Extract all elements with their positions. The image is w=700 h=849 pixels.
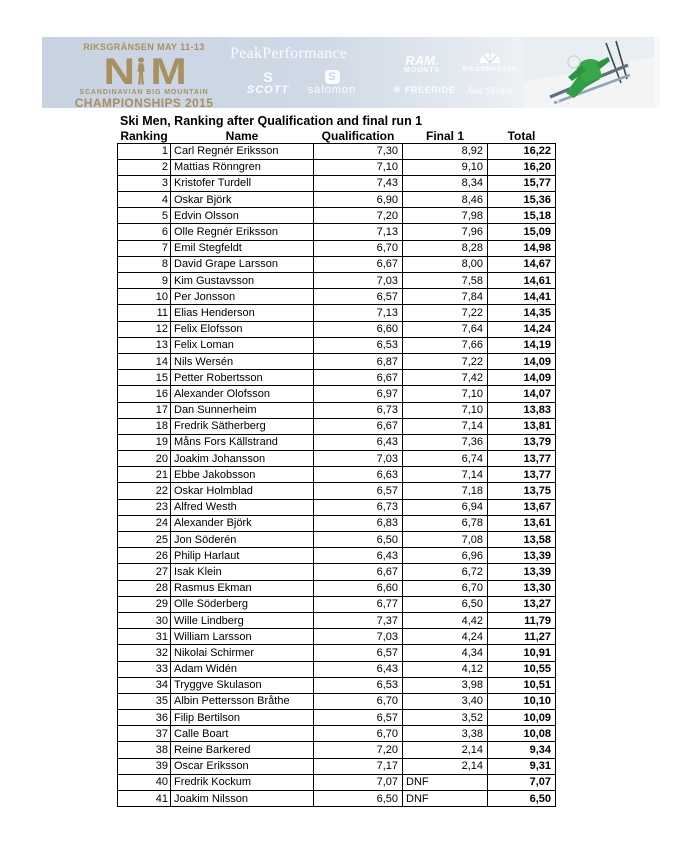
- final-cell: 6,74: [403, 451, 488, 467]
- final-cell: 6,94: [403, 499, 488, 515]
- total-cell: 13,58: [488, 532, 556, 548]
- total-cell: 16,22: [488, 143, 556, 159]
- final-cell: 8,34: [403, 175, 488, 191]
- table-row: [118, 629, 556, 645]
- final-cell: 8,92: [403, 143, 488, 159]
- final-cell: 6,50: [403, 596, 488, 612]
- sponsor-aka-skidor: Åka Skidor: [465, 85, 515, 97]
- rank-cell: 11: [118, 305, 171, 321]
- ram-mounts-wordmark: RAM.: [405, 53, 439, 68]
- rank-cell: 17: [118, 402, 171, 418]
- ram-mounts-subtext: MOUNTS: [403, 67, 441, 74]
- total-cell: 13,30: [488, 580, 556, 596]
- qualification-cell: 7,20: [314, 208, 403, 224]
- table-row: [118, 321, 556, 337]
- rank-cell: 31: [118, 629, 171, 645]
- table-row: [118, 693, 556, 709]
- qualification-cell: 6,87: [314, 353, 403, 369]
- final-cell: 7,22: [403, 305, 488, 321]
- table-row: [118, 337, 556, 353]
- table-row: [118, 434, 556, 450]
- final-cell: 7,14: [403, 418, 488, 434]
- header-row: [118, 128, 556, 143]
- name-cell: Rasmus Ekman: [171, 580, 314, 596]
- qualification-cell: 6,67: [314, 256, 403, 272]
- rank-cell: 6: [118, 224, 171, 240]
- event-logo: [68, 42, 220, 108]
- name-cell: Oskar Björk: [171, 192, 314, 208]
- qualification-cell: 6,70: [314, 726, 403, 742]
- riksgransen-sun-icon: [458, 51, 522, 64]
- sponsor-scott: [240, 70, 296, 96]
- qualification-cell: 6,50: [314, 532, 403, 548]
- final-cell: 3,98: [403, 677, 488, 693]
- table-row: [118, 677, 556, 693]
- final-cell: 6,70: [403, 580, 488, 596]
- qualification-cell: 6,43: [314, 661, 403, 677]
- final-cell: 7,64: [403, 321, 488, 337]
- skier-silhouette-icon: [135, 57, 148, 87]
- name-cell: Ebbe Jakobsson: [171, 467, 314, 483]
- total-cell: 9,31: [488, 758, 556, 774]
- rank-cell: 16: [118, 386, 171, 402]
- rank-cell: 36: [118, 710, 171, 726]
- total-cell: 16,20: [488, 159, 556, 175]
- total-cell: 15,18: [488, 208, 556, 224]
- final-cell: 6,78: [403, 515, 488, 531]
- salomon-icon: S: [325, 70, 340, 84]
- name-cell: Felix Loman: [171, 337, 314, 353]
- table-row: [118, 758, 556, 774]
- table-row: [118, 532, 556, 548]
- col-header-ranking: Ranking: [120, 128, 168, 143]
- rank-cell: 7: [118, 240, 171, 256]
- total-cell: 15,09: [488, 224, 556, 240]
- name-cell: Reine Barkered: [171, 742, 314, 758]
- logo-subtitle-line1: SCANDINAVIAN BIG MOUNTAIN: [79, 89, 209, 96]
- table-row: [118, 548, 556, 564]
- qualification-cell: 7,07: [314, 774, 403, 790]
- name-cell: William Larsson: [171, 629, 314, 645]
- final-cell: 7,58: [403, 273, 488, 289]
- rank-cell: 4: [118, 192, 171, 208]
- logo-letter-n: N: [103, 51, 133, 92]
- name-cell: Edvin Olsson: [171, 208, 314, 224]
- table-row: [118, 515, 556, 531]
- rank-cell: 39: [118, 758, 171, 774]
- total-cell: 14,67: [488, 256, 556, 272]
- salomon-wordmark: salomon: [307, 84, 357, 96]
- final-cell: 7,36: [403, 434, 488, 450]
- results-tbody: [118, 143, 556, 807]
- final-cell: 7,96: [403, 224, 488, 240]
- rank-cell: 28: [118, 580, 171, 596]
- sponsor-freeride: [384, 85, 464, 96]
- final-cell: 4,24: [403, 629, 488, 645]
- rank-cell: 9: [118, 273, 171, 289]
- table-row: [118, 483, 556, 499]
- final-cell: DNF: [403, 791, 488, 807]
- name-cell: Joakim Johansson: [171, 451, 314, 467]
- name-cell: Fredrik Kockum: [171, 774, 314, 790]
- event-banner: [42, 37, 660, 108]
- name-cell: Nikolai Schirmer: [171, 645, 314, 661]
- qualification-cell: 6,97: [314, 386, 403, 402]
- qualification-cell: 7,20: [314, 742, 403, 758]
- final-cell: 2,14: [403, 742, 488, 758]
- table-row: [118, 726, 556, 742]
- table-row: [118, 175, 556, 191]
- name-cell: Olle Regnér Eriksson: [171, 224, 314, 240]
- table-row: [118, 580, 556, 596]
- total-cell: 13,61: [488, 515, 556, 531]
- final-cell: 3,40: [403, 693, 488, 709]
- final-cell: 7,66: [403, 337, 488, 353]
- total-cell: 13,77: [488, 467, 556, 483]
- name-cell: Elias Henderson: [171, 305, 314, 321]
- qualification-cell: 6,77: [314, 596, 403, 612]
- final-cell: 7,08: [403, 532, 488, 548]
- qualification-cell: 7,13: [314, 305, 403, 321]
- total-cell: 13,79: [488, 434, 556, 450]
- name-cell: Fredrik Sätherberg: [171, 418, 314, 434]
- table-row: [118, 710, 556, 726]
- table-row: [118, 256, 556, 272]
- skier-photo: [524, 37, 654, 108]
- rank-cell: 18: [118, 418, 171, 434]
- sponsor-riksgransen: [458, 51, 522, 73]
- qualification-cell: 6,67: [314, 370, 403, 386]
- total-cell: 14,24: [488, 321, 556, 337]
- name-cell: Emil Stegfeldt: [171, 240, 314, 256]
- freeride-wordmark: FREERIDE: [404, 85, 456, 95]
- qualification-cell: 6,43: [314, 548, 403, 564]
- total-cell: 10,09: [488, 710, 556, 726]
- name-cell: Nils Wersén: [171, 353, 314, 369]
- final-cell: 7,14: [403, 467, 488, 483]
- sponsor-ram-mounts: [384, 55, 460, 74]
- table-row: [118, 208, 556, 224]
- final-cell: 7,10: [403, 402, 488, 418]
- qualification-cell: 6,63: [314, 467, 403, 483]
- rank-cell: 38: [118, 742, 171, 758]
- name-cell: Wille Lindberg: [171, 612, 314, 628]
- rank-cell: 32: [118, 645, 171, 661]
- rank-cell: 37: [118, 726, 171, 742]
- name-cell: Oscar Eriksson: [171, 758, 314, 774]
- table-row: [118, 645, 556, 661]
- table-row: [118, 596, 556, 612]
- table-row: [118, 467, 556, 483]
- total-cell: 10,91: [488, 645, 556, 661]
- qualification-cell: 7,03: [314, 451, 403, 467]
- name-cell: Philip Harlaut: [171, 548, 314, 564]
- final-cell: 2,14: [403, 758, 488, 774]
- name-cell: Kristofer Turdell: [171, 175, 314, 191]
- total-cell: 13,39: [488, 564, 556, 580]
- qualification-cell: 6,73: [314, 402, 403, 418]
- riksgransen-wordmark: RIKSGRÄNSEN: [462, 66, 518, 73]
- total-cell: 11,27: [488, 629, 556, 645]
- table-row: [118, 451, 556, 467]
- final-cell: 6,72: [403, 564, 488, 580]
- final-cell: 7,10: [403, 386, 488, 402]
- total-cell: 13,77: [488, 451, 556, 467]
- table-row: [118, 418, 556, 434]
- rank-cell: 33: [118, 661, 171, 677]
- name-cell: Olle Söderberg: [171, 596, 314, 612]
- total-cell: 13,39: [488, 548, 556, 564]
- name-cell: Petter Robertsson: [171, 370, 314, 386]
- table-row: [118, 159, 556, 175]
- logo-subtitle-line2: CHAMPIONSHIPS 2015: [74, 96, 214, 108]
- total-cell: 14,98: [488, 240, 556, 256]
- qualification-cell: 7,13: [314, 224, 403, 240]
- qualification-cell: 6,90: [314, 192, 403, 208]
- qualification-cell: 6,50: [314, 791, 403, 807]
- name-cell: Mattias Rönngren: [171, 159, 314, 175]
- table-row: [118, 774, 556, 790]
- name-cell: Filip Bertilson: [171, 710, 314, 726]
- table-row: [118, 273, 556, 289]
- name-cell: Alexander Olofsson: [171, 386, 314, 402]
- name-cell: Alfred Westh: [171, 499, 314, 515]
- scott-wordmark: SCOTT: [246, 84, 290, 96]
- rank-cell: 5: [118, 208, 171, 224]
- col-header-total: Total: [507, 128, 536, 143]
- name-cell: Albin Pettersson Bråthe: [171, 693, 314, 709]
- total-cell: 13,81: [488, 418, 556, 434]
- rank-cell: 21: [118, 467, 171, 483]
- qualification-cell: 7,03: [314, 273, 403, 289]
- qualification-cell: 6,70: [314, 240, 403, 256]
- name-cell: Jon Söderén: [171, 532, 314, 548]
- final-cell: DNF: [403, 774, 488, 790]
- name-cell: Adam Widén: [171, 661, 314, 677]
- nm-logo: [54, 51, 233, 92]
- name-cell: Carl Regnér Eriksson: [171, 143, 314, 159]
- qualification-cell: 6,67: [314, 564, 403, 580]
- logo-letter-m: M: [150, 51, 185, 92]
- qualification-cell: 6,57: [314, 483, 403, 499]
- total-cell: 7,07: [488, 774, 556, 790]
- total-cell: 14,07: [488, 386, 556, 402]
- final-cell: 8,46: [403, 192, 488, 208]
- rank-cell: 23: [118, 499, 171, 515]
- total-cell: 10,08: [488, 726, 556, 742]
- final-cell: 6,96: [403, 548, 488, 564]
- rank-cell: 13: [118, 337, 171, 353]
- table-row: [118, 386, 556, 402]
- name-cell: Tryggve Skulason: [171, 677, 314, 693]
- table-row: [118, 612, 556, 628]
- qualification-cell: 6,70: [314, 693, 403, 709]
- rank-cell: 15: [118, 370, 171, 386]
- final-cell: 4,34: [403, 645, 488, 661]
- final-cell: 4,42: [403, 612, 488, 628]
- rank-cell: 2: [118, 159, 171, 175]
- table-row: [118, 192, 556, 208]
- total-cell: 14,19: [488, 337, 556, 353]
- sponsor-salomon: [300, 70, 364, 96]
- table-row: [118, 402, 556, 418]
- rank-cell: 26: [118, 548, 171, 564]
- final-cell: 8,00: [403, 256, 488, 272]
- final-cell: 7,98: [403, 208, 488, 224]
- qualification-cell: 6,73: [314, 499, 403, 515]
- final-cell: 7,22: [403, 353, 488, 369]
- final-cell: 3,38: [403, 726, 488, 742]
- rank-cell: 40: [118, 774, 171, 790]
- rank-cell: 22: [118, 483, 171, 499]
- col-header-qualification: Qualification: [321, 128, 395, 143]
- name-cell: Dan Sunnerheim: [171, 402, 314, 418]
- snowflake-icon: ❄: [392, 85, 402, 96]
- final-cell: 8,28: [403, 240, 488, 256]
- total-cell: 15,77: [488, 175, 556, 191]
- total-cell: 10,10: [488, 693, 556, 709]
- qualification-cell: 6,53: [314, 677, 403, 693]
- table-row: [118, 305, 556, 321]
- name-cell: Alexander Björk: [171, 515, 314, 531]
- table-row: [118, 143, 556, 159]
- sponsor-peak-performance: PeakPerformance: [230, 45, 348, 62]
- qualification-cell: 6,67: [314, 418, 403, 434]
- table-row: [118, 353, 556, 369]
- table-row: [118, 742, 556, 758]
- col-header-final1: Final 1: [425, 128, 464, 143]
- results-title: Ski Men, Ranking after Qualification and final run 1: [120, 114, 423, 128]
- total-cell: 10,55: [488, 661, 556, 677]
- rank-cell: 12: [118, 321, 171, 337]
- final-cell: 3,52: [403, 710, 488, 726]
- total-cell: 10,51: [488, 677, 556, 693]
- qualification-cell: 7,30: [314, 143, 403, 159]
- name-cell: Isak Klein: [171, 564, 314, 580]
- name-cell: Kim Gustavsson: [171, 273, 314, 289]
- name-cell: Joakim Nilsson: [171, 791, 314, 807]
- name-cell: Calle Boart: [171, 726, 314, 742]
- total-cell: 14,41: [488, 289, 556, 305]
- total-cell: 14,09: [488, 353, 556, 369]
- total-cell: 6,50: [488, 791, 556, 807]
- table-row: [118, 791, 556, 807]
- qualification-cell: 7,37: [314, 612, 403, 628]
- final-cell: 7,42: [403, 370, 488, 386]
- event-dates: RIKSGRÄNSEN MAY 11-13: [83, 42, 205, 52]
- name-cell: Måns Fors Källstrand: [171, 434, 314, 450]
- total-cell: 11,79: [488, 612, 556, 628]
- rank-cell: 14: [118, 353, 171, 369]
- qualification-cell: 7,17: [314, 758, 403, 774]
- qualification-cell: 7,10: [314, 159, 403, 175]
- rank-cell: 24: [118, 515, 171, 531]
- rank-cell: 35: [118, 693, 171, 709]
- rank-cell: 27: [118, 564, 171, 580]
- table-row: [118, 499, 556, 515]
- total-cell: 14,35: [488, 305, 556, 321]
- table-row: [118, 370, 556, 386]
- total-cell: 13,67: [488, 499, 556, 515]
- results-table: [117, 128, 556, 807]
- final-cell: 4,12: [403, 661, 488, 677]
- final-cell: 7,84: [403, 289, 488, 305]
- qualification-cell: 6,53: [314, 337, 403, 353]
- qualification-cell: 6,60: [314, 321, 403, 337]
- qualification-cell: 6,43: [314, 434, 403, 450]
- table-row: [118, 224, 556, 240]
- rank-cell: 29: [118, 596, 171, 612]
- rank-cell: 41: [118, 791, 171, 807]
- rank-cell: 20: [118, 451, 171, 467]
- table-row: [118, 661, 556, 677]
- final-cell: 7,18: [403, 483, 488, 499]
- qualification-cell: 6,60: [314, 580, 403, 596]
- table-row: [118, 240, 556, 256]
- rank-cell: 34: [118, 677, 171, 693]
- total-cell: 14,61: [488, 273, 556, 289]
- name-cell: Oskar Holmblad: [171, 483, 314, 499]
- total-cell: 13,27: [488, 596, 556, 612]
- qualification-cell: 7,43: [314, 175, 403, 191]
- qualification-cell: 6,57: [314, 710, 403, 726]
- rank-cell: 30: [118, 612, 171, 628]
- rank-cell: 3: [118, 175, 171, 191]
- total-cell: 13,83: [488, 402, 556, 418]
- rank-cell: 1: [118, 143, 171, 159]
- final-cell: 9,10: [403, 159, 488, 175]
- total-cell: 14,09: [488, 370, 556, 386]
- name-cell: Per Jonsson: [171, 289, 314, 305]
- total-cell: 9,34: [488, 742, 556, 758]
- rank-cell: 8: [118, 256, 171, 272]
- table-row: [118, 289, 556, 305]
- name-cell: Felix Elofsson: [171, 321, 314, 337]
- rank-cell: 19: [118, 434, 171, 450]
- qualification-cell: 6,83: [314, 515, 403, 531]
- name-cell: David Grape Larsson: [171, 256, 314, 272]
- scott-icon: S: [263, 69, 273, 85]
- rank-cell: 25: [118, 532, 171, 548]
- rank-cell: 10: [118, 289, 171, 305]
- total-cell: 13,75: [488, 483, 556, 499]
- qualification-cell: 6,57: [314, 289, 403, 305]
- col-header-name: Name: [225, 128, 259, 143]
- qualification-cell: 7,03: [314, 629, 403, 645]
- total-cell: 15,36: [488, 192, 556, 208]
- qualification-cell: 6,57: [314, 645, 403, 661]
- table-row: [118, 564, 556, 580]
